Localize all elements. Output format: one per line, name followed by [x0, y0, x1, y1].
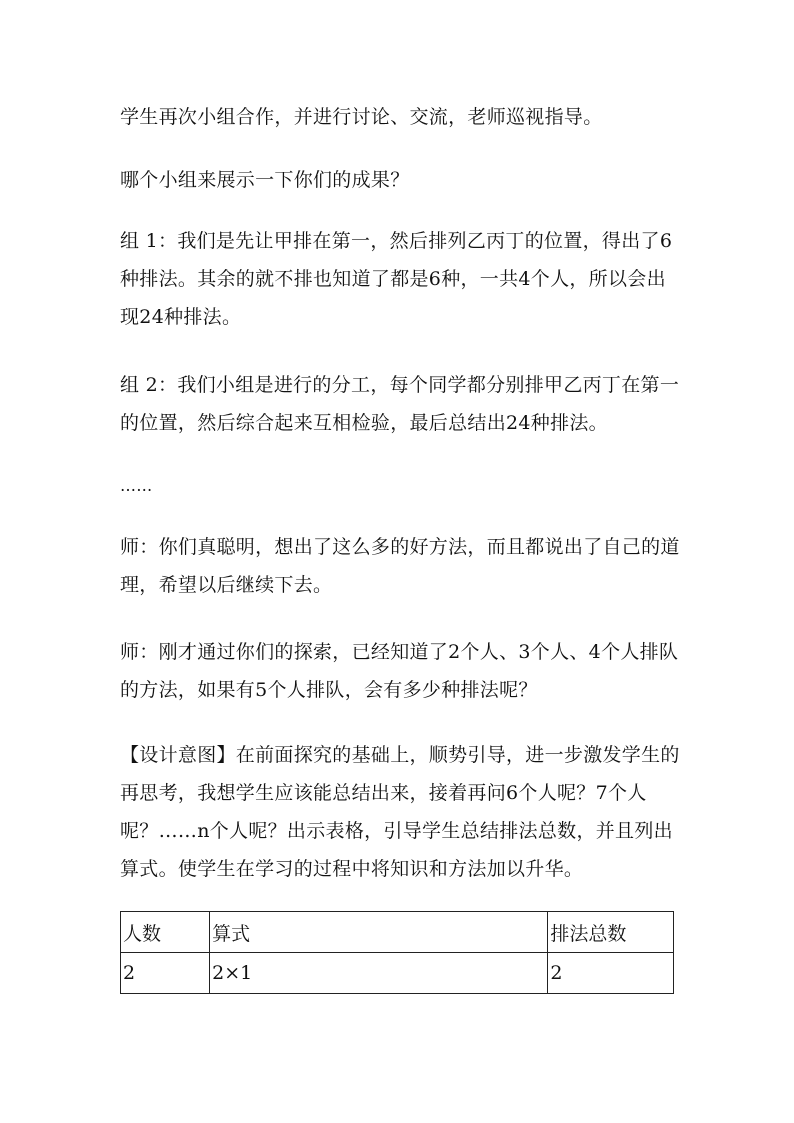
text-line: …… — [120, 476, 153, 495]
paragraph-design-intent — [120, 736, 680, 888]
text-line: 现24种排法。 — [120, 306, 242, 328]
text-line: 再思考，我想学生应该能总结出来，接着再问6个人呢？7个人 — [120, 782, 647, 804]
text-line: 种排法。其余的就不排也知道了都是6种，一共4个人，所以会出 — [120, 268, 666, 290]
text-line: 呢？……n个人呢？出示表格，引导学生总结排法总数，并且列出 — [120, 820, 673, 842]
text-line: 师：刚才通过你们的探索，已经知道了2个人、3个人、4个人排队 — [120, 641, 679, 663]
table-header-cell: 人数 — [121, 912, 210, 953]
text-line: 学生再次小组合作，并进行讨论、交流，老师巡视指导。 — [120, 106, 603, 128]
paragraph-group-2 — [120, 366, 680, 442]
table-cell: 2×1 — [210, 953, 548, 994]
paragraph-group-1 — [120, 222, 680, 336]
table-header-cell: 排法总数 — [548, 912, 674, 953]
table-header-row — [121, 912, 674, 953]
text-line: 理，希望以后继续下去。 — [120, 574, 333, 596]
table-header-cell: 算式 — [210, 912, 548, 953]
text-line: 【设计意图】在前面探究的基础上，顺势引导，进一步激发学生的 — [120, 744, 680, 766]
paragraph-teacher-praise — [120, 528, 680, 604]
text-line: 组 1：我们是先让甲排在第一，然后排列乙丙丁的位置，得出了6 — [120, 230, 673, 252]
table-row — [121, 953, 674, 994]
text-line: 组 2：我们小组是进行的分工，每个同学都分别排甲乙丙丁在第一 — [120, 374, 680, 396]
paragraph-ellipsis — [120, 467, 680, 505]
text-line: 师：你们真聪明，想出了这么多的好方法，而且都说出了自己的道 — [120, 536, 680, 558]
arrangement-table — [120, 911, 674, 994]
text-line: 的方法，如果有5个人排队，会有多少种排法呢？ — [120, 679, 538, 701]
text-line: 哪个小组来展示一下你们的成果？ — [120, 169, 410, 191]
table-cell: 2 — [548, 953, 674, 994]
paragraph-group-work — [120, 98, 680, 136]
text-line: 的位置，然后综合起来互相检验，最后总结出24种排法。 — [120, 412, 608, 434]
paragraph-teacher-question — [120, 161, 680, 199]
text-line: 算式。使学生在学习的过程中将知识和方法加以升华。 — [120, 858, 584, 880]
paragraph-teacher-followup — [120, 633, 680, 709]
table-cell: 2 — [121, 953, 210, 994]
